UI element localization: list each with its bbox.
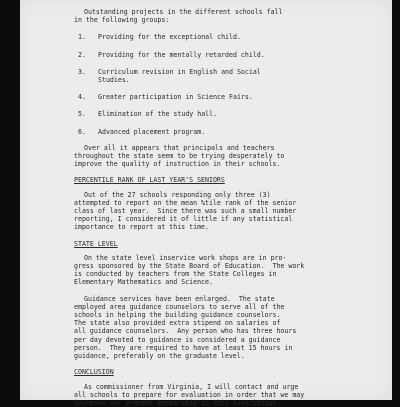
percentile-line: attempted to report on the mean %tile rank of the senior <box>74 198 297 207</box>
state-line: On the state level inservice work shops are in pro- <box>84 253 287 262</box>
intro-line: Outstanding projects in the different schools fall <box>84 8 283 16</box>
list-item-text: Elimination of the study hall. <box>98 110 218 119</box>
guidance-line: Guidance services have been enlarged. The state <box>84 294 275 303</box>
list-item-text: Studies. <box>98 76 130 85</box>
state-line: is conducted by teachers from the State Colleges in <box>74 270 277 279</box>
list-number: 1. <box>78 33 86 42</box>
intro-line: in the following groups: <box>74 16 170 25</box>
list-number: 5. <box>78 110 86 119</box>
section-heading-conclusion: CONCLUSION <box>74 368 114 377</box>
project-list <box>74 33 374 135</box>
list-item <box>74 51 374 59</box>
list-number: 6. <box>78 127 86 136</box>
list-item-text: Providing for the exceptional child. <box>98 33 241 42</box>
percentile-line: Out of the 27 schools responding only three (3) <box>84 190 271 199</box>
summary-line: improve the quality of instruction in their schools. <box>74 160 281 169</box>
list-number: 2. <box>78 50 86 59</box>
guidance-line: all guidance counselors. Any person who has three hours <box>74 327 297 336</box>
list-item <box>74 68 374 84</box>
list-item-text: Providing for the mentally retarded child. <box>98 50 265 59</box>
percentile-line: importance to report at this time. <box>74 223 209 232</box>
list-item <box>74 93 374 101</box>
state-line: gress sponsored by the State Board of Education. The work <box>74 262 305 271</box>
guidance-line: per day devoted to guidance is considered a guidance <box>74 335 281 344</box>
percentile-line: class of last year. Since there was such a small number <box>74 207 297 216</box>
list-item-text: Curriculum revision in English and Social <box>98 67 261 76</box>
summary-line: throughout the state seem to be trying desperately to <box>74 152 285 161</box>
guidance-line: The state also provided extra stipend on salaries of <box>74 319 281 328</box>
percentile-line: reporting, I considered it of little if any statistical <box>74 215 293 224</box>
guidance-line: employed area guidance counselors to serve all of the <box>74 302 285 311</box>
section-heading-percentile: PERCENTILE RANK OF LAST YEAR'S SENIORS <box>74 176 225 185</box>
guidance-line: guidance, preferably on the graduate level. <box>74 352 245 361</box>
list-item <box>74 33 374 41</box>
conclusion-line: all schools to prepare for evaluation in order that we may <box>74 390 305 399</box>
list-item-text: Greater participation in Science Fairs. <box>98 93 253 102</box>
section-heading-state: STATE LEVEL <box>74 239 118 248</box>
guidance-line: schools in helping the building guidance counselors. <box>74 311 281 320</box>
list-number: 4. <box>78 93 86 102</box>
document-page <box>20 0 392 407</box>
list-number: 3. <box>78 67 86 76</box>
conclusion-line: increase our present membership in this Association. <box>74 398 281 407</box>
list-item <box>74 110 374 118</box>
list-item-text: Advanced placement program. <box>98 127 206 136</box>
list-item <box>74 128 374 136</box>
page-content <box>74 8 374 407</box>
guidance-line: person. They are required to have at least 15 hours in <box>74 343 293 352</box>
conclusion-line: As commissioner from Virginia, I will contact and urge <box>84 382 299 391</box>
summary-line: Over all it appears that principals and teachers <box>84 143 275 152</box>
state-line: Elementary Mathematics and Science. <box>74 278 213 287</box>
